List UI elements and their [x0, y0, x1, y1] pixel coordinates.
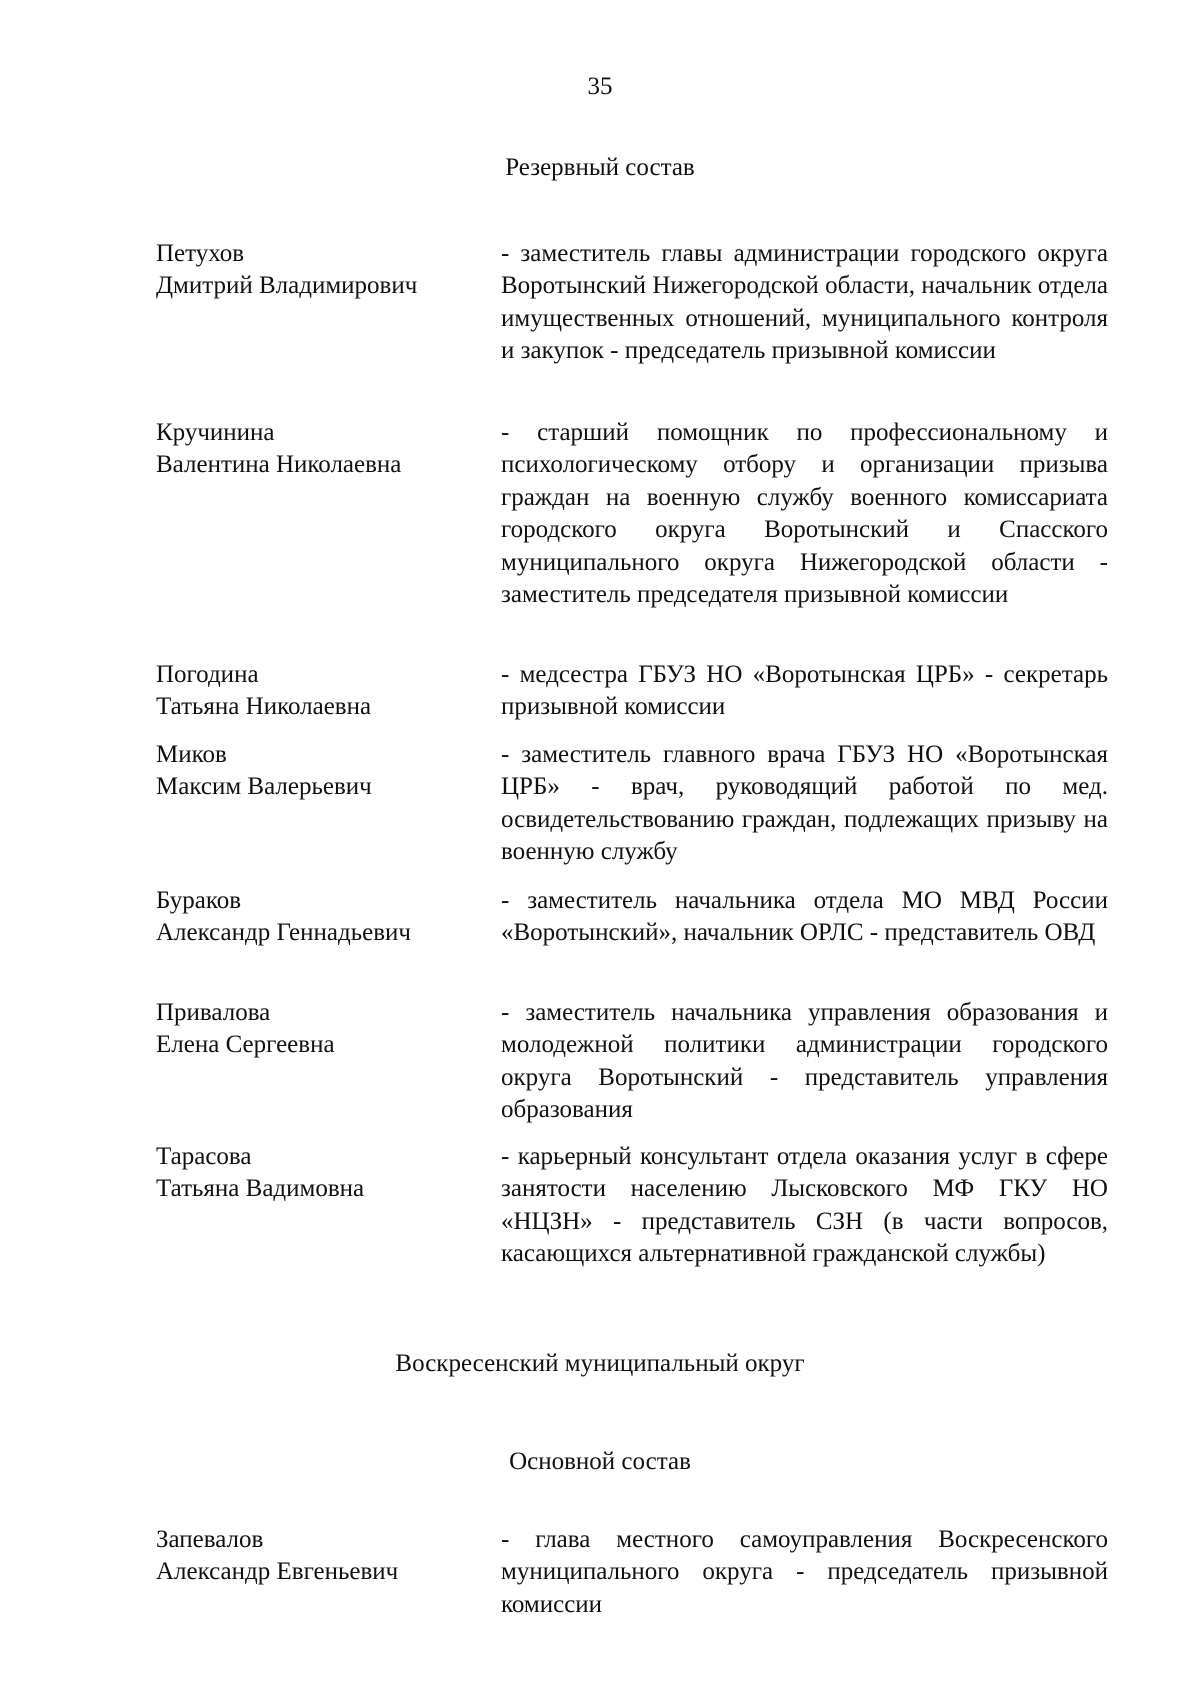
member-role: - глава местного самоуправления Воскресенского муниципального округа - председатель призывной комиссии — [501, 1526, 1108, 1618]
member-role: - заместитель главного врача ГБУЗ НО «Воротынская ЦРБ» - врач, руководящий работой по мед. освидетельствованию граждан, подлежащих призыву на военную службу — [501, 741, 1108, 866]
member-surname: Петухов — [156, 240, 245, 267]
page-number: 35 — [587, 73, 613, 100]
member-name — [156, 997, 501, 1127]
member-role: - заместитель главы администрации городского округа Воротынский Нижегородской области, начальник отдела имущественных отношений, муниципального контроля и закупок - председатель призывной комиссии — [501, 240, 1108, 365]
member-given-names: Александр Евгеньевич — [156, 1558, 399, 1586]
member-given-names: Татьяна Николаевна — [156, 693, 372, 721]
district-title: Воскресенский муниципальный округ — [395, 1350, 805, 1377]
member-given-names: Александр Геннадьевич — [156, 919, 411, 947]
member-surname: Погодина — [156, 661, 259, 688]
member-entry — [156, 1524, 1108, 1621]
member-role: - медсестра ГБУЗ НО «Воротынская ЦРБ» - секретарь призывной комиссии — [501, 661, 1108, 721]
member-given-names: Валентина Николаевна — [156, 451, 402, 479]
member-name — [156, 1524, 501, 1621]
member-name — [156, 417, 501, 611]
member-surname: Привалова — [156, 999, 271, 1026]
member-entry — [156, 417, 1108, 611]
member-surname: Миков — [156, 741, 227, 768]
member-given-names: Елена Сергеевна — [156, 1031, 335, 1059]
member-name — [156, 885, 501, 950]
member-entry — [156, 885, 1108, 950]
member-name — [156, 739, 501, 869]
member-surname: Запевалов — [156, 1526, 264, 1553]
member-role: - заместитель начальника отдела МО МВД России «Воротынский», начальник ОРЛС - представитель ОВД — [501, 887, 1108, 947]
main-section-heading: Основной состав — [509, 1448, 691, 1475]
member-entry — [156, 659, 1108, 724]
member-role: - карьерный консультант отдела оказания услуг в сфере занятости населению Лысковского МФ ГКУ НО «НЦЗН» - представитель СЗН (в части вопросов, касающихся альтернативной гражданской службы) — [501, 1143, 1108, 1268]
member-surname: Тарасова — [156, 1143, 252, 1170]
member-entry — [156, 238, 1108, 368]
member-entry — [156, 997, 1108, 1127]
member-given-names: Максим Валерьевич — [156, 773, 372, 801]
member-name — [156, 659, 501, 724]
member-given-names: Дмитрий Владимирович — [156, 272, 418, 300]
member-given-names: Татьяна Вадимовна — [156, 1175, 365, 1203]
member-name — [156, 1141, 501, 1271]
member-role: - старший помощник по профессиональному и психологическому отбору и организации призыва граждан на военную службу военного комиссариата городского округа Воротынский и Спасского муниципального округа Нижегородской области - заместитель председателя призывной комиссии — [501, 419, 1108, 609]
member-role: - заместитель начальника управления образования и молодежной политики администрации городского округа Воротынский - представитель управления образования — [501, 999, 1108, 1124]
member-entry — [156, 1141, 1108, 1271]
reserve-section-heading: Резервный состав — [505, 154, 695, 181]
member-entry — [156, 739, 1108, 869]
member-name — [156, 238, 501, 368]
member-surname: Бураков — [156, 887, 242, 914]
member-surname: Кручинина — [156, 419, 275, 446]
